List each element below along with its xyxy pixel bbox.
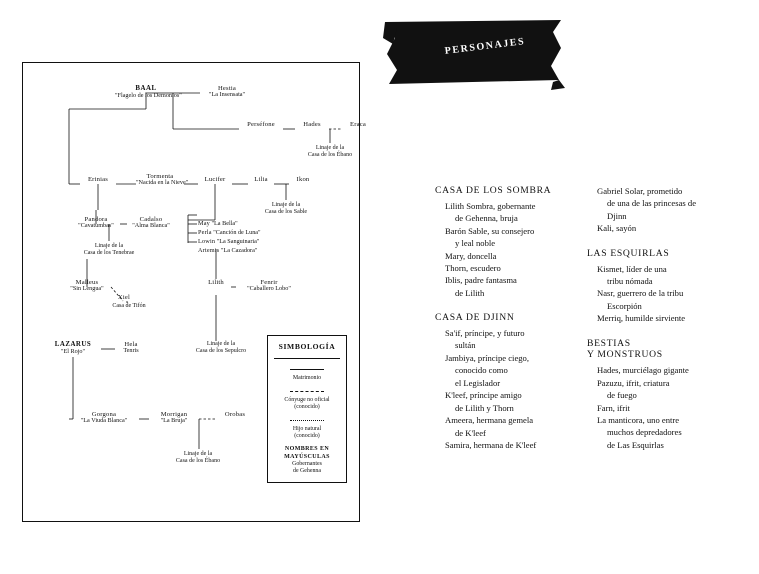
- tree-node-name: May: [198, 220, 210, 227]
- tree-node-name: Artemis: [198, 247, 220, 254]
- section-heading-las-esquirlas: LAS ESQUIRLAS: [587, 247, 670, 259]
- tree-node-hestia: [200, 85, 254, 99]
- list-item: Merriq, humilde sirviente: [597, 313, 686, 324]
- tree-lineage-line: Casa de los Ébano: [307, 152, 353, 159]
- tree-node-name: Hela: [124, 341, 138, 348]
- tree-node-cadalso: [127, 216, 175, 230]
- tree-node-name: Lilith: [208, 279, 224, 286]
- tree-node-name: Malleus: [75, 279, 99, 286]
- list-item: y leal noble: [455, 238, 496, 249]
- tree-lineage-line: Linaje de la: [271, 202, 301, 208]
- tree-node-epithet: "Cavatumbas": [78, 222, 114, 230]
- tree-lineage-line: Linaje de la: [183, 451, 213, 457]
- legend-entry-label: (conocido): [294, 404, 320, 411]
- list-item: Iblis, padre fantasma: [445, 275, 517, 286]
- section-heading-bestias-monstruos: BESTIAS: [587, 337, 631, 349]
- list-item: K'leef, príncipe amigo: [445, 390, 522, 401]
- tree-node-name: Lucifer: [204, 176, 226, 183]
- tree-node-name: Xiel: [117, 294, 131, 301]
- list-item: Lilith Sombra, gobernante: [445, 200, 536, 211]
- list-item: Nasr, guerrero de la tribu: [597, 288, 684, 299]
- list-item: de una de las princesas de: [607, 198, 697, 209]
- section-heading-casa-djinn: CASA DE DJINN: [435, 312, 515, 324]
- list-item: de Lilith y Thorn: [455, 402, 514, 413]
- list-item: Farn, ifrit: [597, 402, 630, 413]
- list-item: tribu nómada: [607, 275, 653, 286]
- tree-node-name: Ikon: [296, 176, 310, 183]
- tree-node-name: LAZARUS: [54, 341, 92, 348]
- legend-entry-label: Matrimonio: [292, 375, 322, 381]
- list-item: Hades, murciélago gigante: [597, 365, 689, 376]
- tree-node-lazarus: [45, 341, 101, 356]
- tree-node-name: Hestia: [217, 85, 237, 92]
- tree-node-artemis: [198, 239, 270, 257]
- list-item: Kali, sayón: [597, 223, 637, 234]
- tree-node-name: Gorgona: [91, 411, 117, 418]
- family-tree-panel: [22, 62, 366, 522]
- tree-node-name: Perséfone: [247, 121, 275, 128]
- tree-node-eraca: [342, 121, 374, 128]
- list-item: Jambiya, príncipe ciego,: [445, 352, 529, 363]
- list-item: Mary, doncella: [445, 250, 497, 261]
- list-item: el Legislador: [455, 377, 501, 388]
- tree-node-malleus: [63, 279, 111, 293]
- tree-node-name: Eraca: [349, 121, 366, 128]
- legend-entry-matrimonio: [272, 366, 342, 382]
- legend-caps-label: NOMBRES EN MAYÚSCULAS: [284, 446, 330, 460]
- legend-dotted-line-icon: [290, 417, 324, 424]
- tree-node-name: Tormenta: [146, 173, 174, 180]
- tree-node-fenrir: [236, 279, 302, 293]
- tree-node-baal: [115, 85, 182, 100]
- list-item: Samira, hermana de K'leef: [445, 440, 537, 451]
- tree-node-ikon: [289, 176, 317, 183]
- list-item: conocido como: [455, 365, 508, 376]
- tree-node-name: Orobas: [224, 411, 246, 418]
- entry-list-casa-djinn: [435, 327, 575, 452]
- list-item: muchos depredadores: [607, 427, 682, 438]
- section-heading-casa-sombra: CASA DE LOS SOMBRA: [435, 185, 552, 196]
- tree-node-xiel: [111, 294, 137, 301]
- tree-lineage-lin-sepulcro: [183, 341, 259, 355]
- tree-node-epithet: "La Cazadora": [219, 247, 258, 254]
- tree-lineage-line: Casa de Tifón: [112, 303, 146, 309]
- tree-node-name: Erinias: [87, 176, 109, 183]
- tree-node-lucifer: [198, 176, 232, 183]
- tree-node-name: Fenrir: [260, 279, 278, 286]
- character-column-left: [435, 185, 575, 452]
- tree-node-epithet: "Sin Lengua": [70, 285, 104, 293]
- tree-node-epithet: "Canción de Luna": [211, 229, 261, 236]
- tree-lineage-lin-sable: [255, 202, 317, 216]
- tree-node-epithet: "Nacida en la Nieve": [136, 179, 189, 187]
- tree-node-name: BAAL: [135, 85, 157, 92]
- tree-lineage-lin-ebano-2: [165, 451, 231, 465]
- list-item: de K'leef: [455, 427, 486, 438]
- list-item: de Las Esquirlas: [607, 439, 664, 450]
- legend-box: [267, 335, 347, 483]
- tree-lineage-line: Linaje de la: [206, 341, 236, 347]
- tree-node-epithet: "El Rojo": [60, 347, 86, 355]
- tree-lineage-lin-ebano-1: [299, 145, 361, 159]
- legend-title: SIMBOLOGÍA: [278, 342, 336, 351]
- tree-node-pandora: [72, 216, 120, 230]
- tree-node-epithet: "Caballero Lobo": [247, 285, 291, 293]
- list-item: Ameera, hermana gemela: [445, 415, 534, 426]
- list-item: Escorpión: [607, 300, 642, 311]
- legend-dashed-line-icon: [290, 388, 324, 395]
- legend-entry-label: Cónyuge no oficial: [284, 397, 330, 404]
- legend-entry-hijo: [272, 417, 342, 440]
- list-item: Barón Sable, su consejero: [445, 225, 535, 236]
- tree-node-hela: [115, 341, 147, 355]
- entry-list-misc-top: [587, 185, 727, 235]
- list-item: Gabriel Solar, prometido: [597, 186, 683, 196]
- legend-caps-sub-2: de Gehenna: [293, 467, 321, 474]
- tree-node-epithet: "La Bella": [209, 220, 238, 227]
- tree-lineage-line: Casa de los Tenebrae: [83, 250, 135, 257]
- legend-caps-sub-1: Gobernantes: [292, 460, 322, 467]
- tree-node-name: Lilia: [254, 176, 268, 183]
- tree-node-epithet: "La Viuda Blanca": [80, 417, 128, 425]
- tree-lineage-line: Linaje de la: [94, 243, 124, 249]
- tree-node-epithet: "Flagelo de los Demonios": [115, 91, 182, 99]
- list-item: Kismet, líder de una: [597, 263, 667, 274]
- entry-list-casa-sombra: [435, 200, 575, 300]
- banner-title: PERSONAJES: [444, 36, 526, 57]
- list-item: Djinn: [607, 210, 627, 221]
- tree-lineage-line: Casa de los Ébano: [175, 458, 221, 465]
- tree-node-name: Hades: [303, 121, 321, 128]
- list-item: sultán: [455, 340, 476, 351]
- tree-node-name: Perla: [198, 229, 212, 236]
- entry-list-bestias-monstruos: [587, 364, 727, 451]
- list-item: de Lilith: [455, 287, 485, 298]
- tree-node-persefone: [239, 121, 283, 128]
- tree-lineage-lin-tifon: [101, 303, 157, 310]
- legend-solid-line-icon: [290, 366, 324, 373]
- list-item: La manticora, uno entre: [597, 415, 680, 425]
- legend-entry-conyuge: [272, 388, 342, 411]
- tree-node-name: Lowin: [198, 238, 216, 245]
- tree-lineage-line: Casa de los Sable: [264, 209, 308, 216]
- tree-node-epithet: "Alma Blanca": [132, 222, 170, 230]
- tree-node-epithet: "La Bruja": [160, 417, 188, 425]
- entry-list-las-esquirlas: [587, 263, 727, 325]
- legend-entry-label: (conocido): [294, 433, 320, 440]
- tree-node-epithet: Tenris: [123, 347, 139, 355]
- tree-lineage-lin-tenebrae: [71, 243, 147, 257]
- tree-lineage-line: Casa de los Sepulcro: [195, 348, 247, 355]
- tree-node-tormenta: [136, 173, 189, 187]
- character-column-right: [587, 185, 727, 451]
- tree-node-lilia: [248, 176, 274, 183]
- tree-node-name: Cadalso: [139, 216, 163, 223]
- tree-node-orobas: [217, 411, 253, 418]
- personajes-banner: [383, 18, 565, 90]
- list-item: Thorn, escudero: [445, 262, 501, 273]
- section-heading-bestias-monstruos: Y MONSTRUOS: [587, 349, 663, 361]
- tree-node-morrigan: [149, 411, 199, 425]
- tree-node-epithet: "La Insensata": [208, 91, 246, 99]
- tree-node-lilith: [201, 279, 231, 286]
- list-item: Sa'if, príncipe, y futuro: [445, 328, 525, 339]
- list-item: de fuego: [607, 390, 637, 401]
- tree-node-name: Pandora: [84, 216, 108, 223]
- tree-node-erinias: [80, 176, 116, 183]
- legend-entries: [272, 366, 342, 440]
- tree-node-name: Morrigan: [160, 411, 188, 418]
- tree-node-gorgona: [69, 411, 139, 425]
- list-item: de Gehenna, bruja: [455, 213, 518, 224]
- tree-lineage-line: Linaje de la: [315, 145, 345, 151]
- list-item: Pazuzu, ifrit, criatura: [597, 377, 670, 388]
- legend-divider: [274, 358, 340, 359]
- tree-node-epithet: "La Sanguinaria": [215, 238, 260, 245]
- legend-entry-label: Hijo natural: [292, 426, 322, 433]
- tree-node-hades: [295, 121, 329, 128]
